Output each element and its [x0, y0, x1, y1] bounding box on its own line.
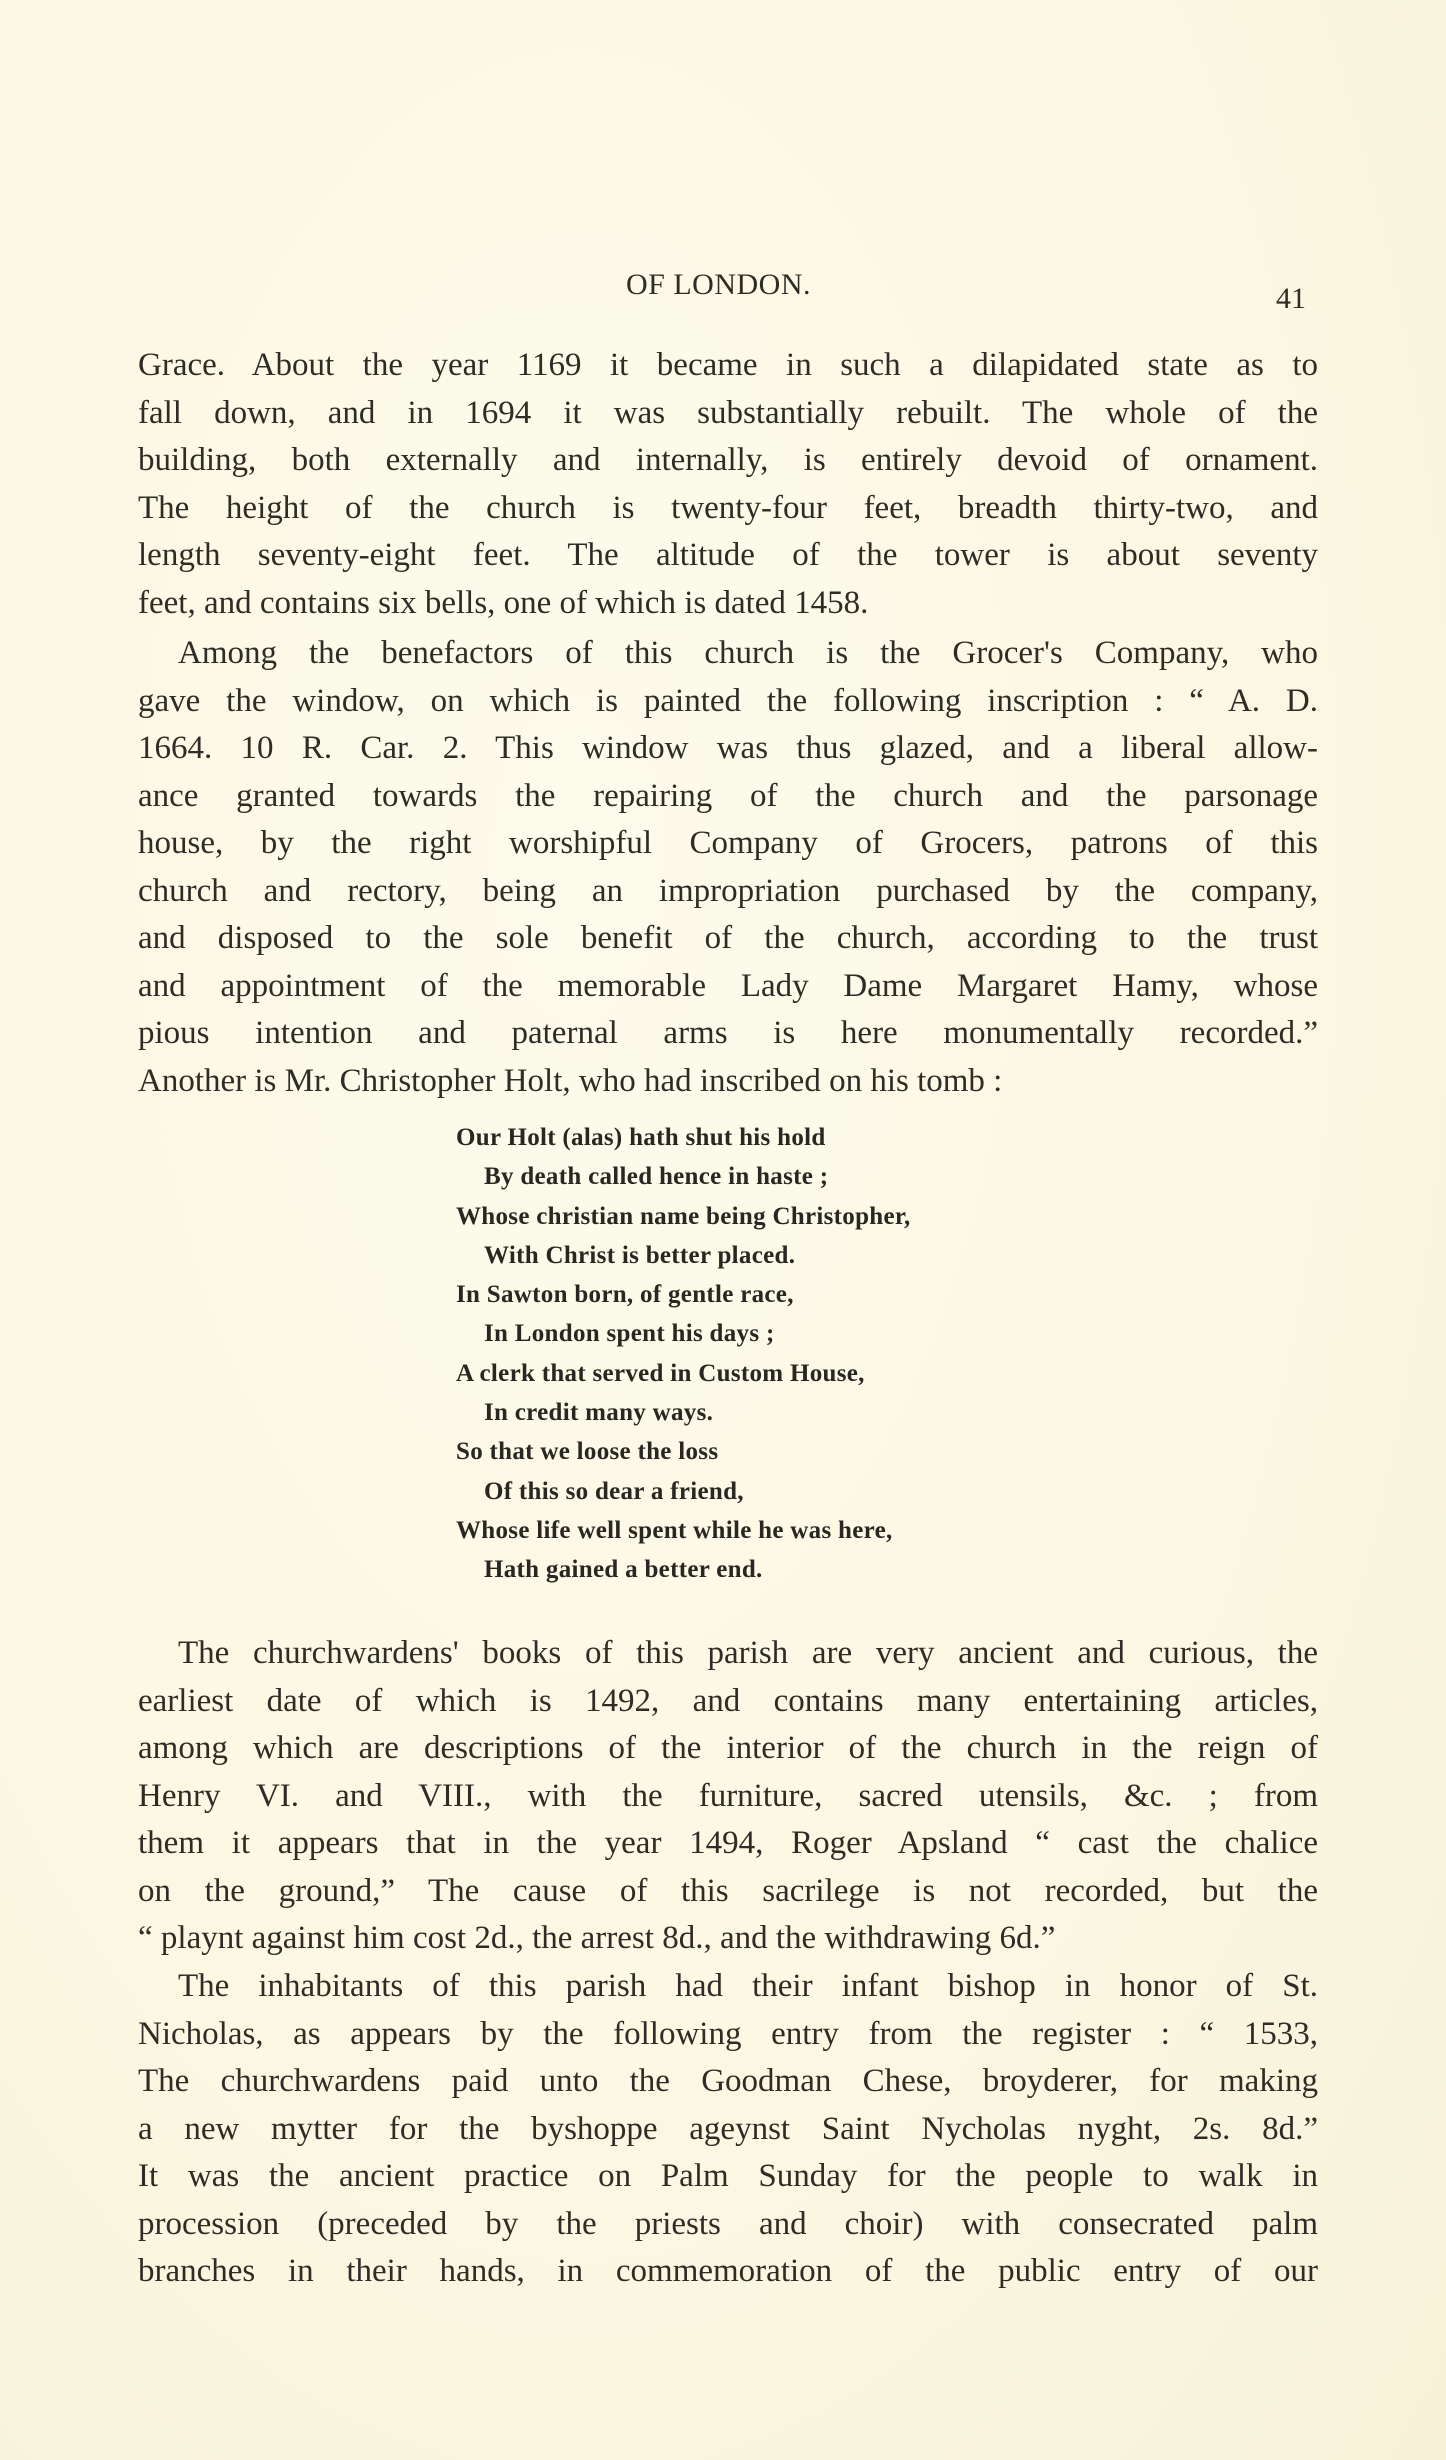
verse-line: By death called hence in haste ;: [484, 1163, 829, 1191]
verse-line: So that we loose the loss: [456, 1438, 719, 1466]
page-number: 41: [1276, 282, 1306, 315]
text-line: The churchwardens paid unto the Goodman Chese, broyderer, for making: [138, 2063, 1318, 2099]
paragraph-churchwardens-books: [138, 1630, 1318, 1963]
verse-line: Hath gained a better end.: [484, 1556, 763, 1584]
text-line: length seventy-eight feet. The altitude of the tower is about seventy: [138, 537, 1318, 573]
text-line: them it appears that in the year 1494, Roger Apsland “ cast the chalice: [138, 1825, 1318, 1861]
text-line: Henry VI. and VIII., with the furniture, sacred utensils, &c. ; from: [138, 1777, 1318, 1814]
paragraph-benefactors: [138, 630, 1318, 1105]
text-line: “ playnt against him cost 2d., the arrest 8d., and the withdrawing 6d.”: [138, 1920, 1056, 1956]
text-line: Grace. About the year 1169 it became in such a dilapidated state as to: [138, 347, 1318, 383]
verse-line: Our Holt (alas) hath shut his hold: [456, 1124, 826, 1151]
text-line: pious intention and paternal arms is here monumentally recorded.”: [138, 1015, 1318, 1051]
text-line: gave the window, on which is painted the following inscription : “ A. D.: [138, 682, 1318, 719]
text-line: ance granted towards the repairing of the church and the parsonage: [138, 777, 1318, 814]
text-line: among which are descriptions of the interior of the church in the reign of: [138, 1730, 1318, 1766]
text-line: procession (preceded by the priests and choir) with consecrated palm: [138, 2205, 1318, 2242]
text-line: branches in their hands, in commemoration of the public entry of our: [138, 2253, 1318, 2289]
text-line: and disposed to the sole benefit of the church, according to the trust: [138, 920, 1318, 956]
verse-line: In Sawton born, of gentle race,: [456, 1281, 794, 1309]
text-line: 1664. 10 R. Car. 2. This window was thus glazed, and a liberal allow-: [138, 730, 1318, 766]
verse-line: With Christ is better placed.: [484, 1241, 796, 1269]
text-line: on the ground,” The cause of this sacrilege is not recorded, but the: [138, 1872, 1318, 1909]
epitaph-verse: [456, 1118, 911, 1590]
verse-line: Whose christian name being Christopher,: [456, 1202, 911, 1230]
verse-line: In credit many ways.: [484, 1399, 714, 1427]
text-line: The inhabitants of this parish had their infant bishop in honor of St.: [178, 1968, 1318, 2004]
verse-line: Of this so dear a friend,: [484, 1477, 744, 1505]
text-line: Nicholas, as appears by the following entry from the register : “ 1533,: [138, 2015, 1318, 2052]
text-line: fall down, and in 1694 it was substantially rebuilt. The whole of the: [138, 394, 1318, 431]
text-line: and appointment of the memorable Lady Dame Margaret Hamy, whose: [138, 967, 1318, 1004]
verse-line: Whose life well spent while he was here,: [456, 1516, 893, 1544]
text-line: building, both externally and internally, is entirely devoid of ornament.: [138, 442, 1318, 478]
text-line: earliest date of which is 1492, and contains many entertaining articles,: [138, 1682, 1318, 1719]
text-line: Another is Mr. Christopher Holt, who had inscribed on his tomb :: [138, 1062, 1003, 1099]
verse-line: A clerk that served in Custom House,: [456, 1359, 865, 1387]
text-line: a new mytter for the byshoppe ageynst Saint Nycholas nyght, 2s. 8d.”: [138, 2110, 1318, 2147]
running-head: OF LONDON.: [626, 268, 811, 301]
text-line: Among the benefactors of this church is the Grocer's Company, who: [178, 635, 1318, 671]
verse-line: In London spent his days ;: [484, 1320, 775, 1348]
text-line: It was the ancient practice on Palm Sunday for the people to walk in: [138, 2158, 1318, 2194]
paragraph-infant-bishop: [138, 1963, 1318, 2296]
text-line: The churchwardens' books of this parish are very ancient and curious, the: [178, 1635, 1318, 1671]
paragraph-church-history: [138, 342, 1318, 627]
text-line: house, by the right worshipful Company of Grocers, patrons of this: [138, 825, 1318, 861]
text-line: feet, and contains six bells, one of which is dated 1458.: [138, 584, 869, 621]
text-line: The height of the church is twenty-four feet, breadth thirty-two, and: [138, 489, 1318, 526]
text-line: church and rectory, being an impropriation purchased by the company,: [138, 872, 1318, 909]
